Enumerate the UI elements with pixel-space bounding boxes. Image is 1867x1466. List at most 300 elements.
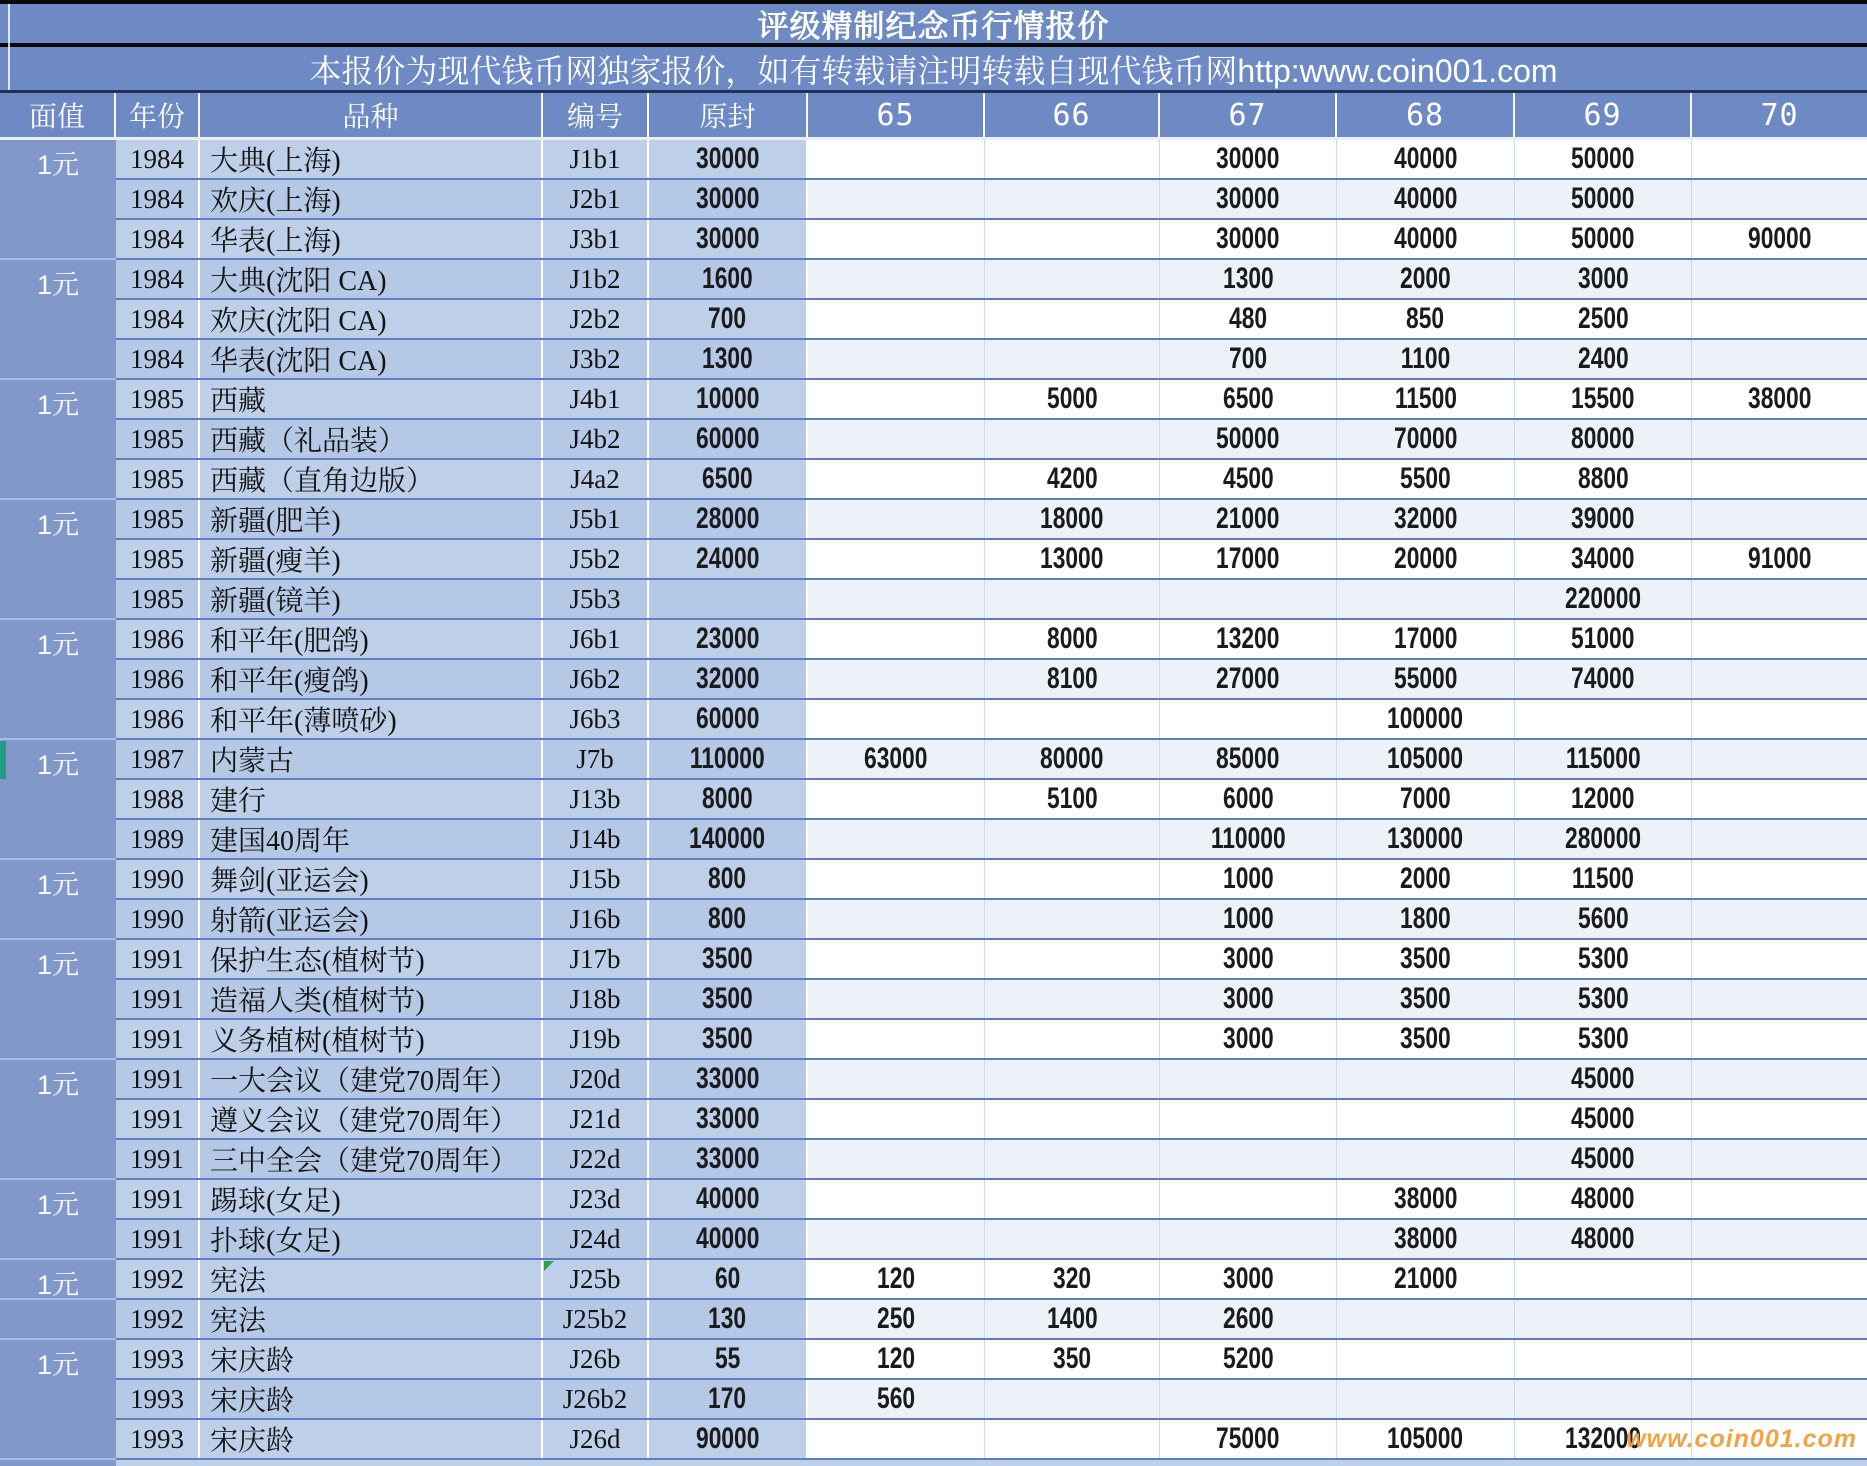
cell-year[interactable] [116, 620, 200, 658]
cell-grade-66[interactable] [985, 460, 1160, 498]
cell-grade-67[interactable] [1160, 300, 1337, 338]
cell-grade-69[interactable] [1515, 620, 1692, 658]
cell-variety[interactable] [200, 420, 543, 458]
cell-year[interactable] [116, 660, 200, 698]
cell-variety[interactable] [200, 1260, 543, 1298]
cell-variety[interactable] [200, 300, 543, 338]
denomination-band[interactable] [0, 860, 116, 940]
cell-year[interactable] [116, 900, 200, 938]
cell-year[interactable] [116, 140, 200, 178]
cell-grade-67[interactable] [1160, 1060, 1337, 1098]
cell-code[interactable] [543, 380, 649, 418]
cell-variety[interactable] [200, 140, 543, 178]
cell-sealed-price[interactable] [649, 1060, 808, 1098]
cell-grade-66[interactable] [985, 1380, 1160, 1418]
cell-grade-67[interactable] [1160, 860, 1337, 898]
cell-grade-70[interactable] [1692, 700, 1867, 738]
cell-grade-69[interactable] [1515, 900, 1692, 938]
cell-code[interactable] [543, 420, 649, 458]
cell-variety[interactable] [200, 900, 543, 938]
cell-year[interactable] [116, 1380, 200, 1418]
cell-grade-66[interactable] [985, 580, 1160, 618]
cell-grade-66[interactable] [985, 1340, 1160, 1378]
cell-year[interactable] [116, 220, 200, 258]
cell-sealed-price[interactable] [649, 1380, 808, 1418]
cell-grade-66[interactable] [985, 1140, 1160, 1178]
cell-sealed-price[interactable] [649, 220, 808, 258]
cell-year[interactable] [116, 1140, 200, 1178]
cell-variety[interactable] [200, 1060, 543, 1098]
cell-grade-67[interactable] [1160, 180, 1337, 218]
cell-variety[interactable] [200, 1140, 543, 1178]
cell-grade-70[interactable] [1692, 660, 1867, 698]
cell-grade-69[interactable] [1515, 820, 1692, 858]
cell-grade-70[interactable] [1692, 1340, 1867, 1378]
cell-grade-68[interactable] [1337, 1380, 1515, 1418]
cell-grade-65[interactable] [808, 900, 985, 938]
denomination-band[interactable] [0, 1180, 116, 1260]
cell-variety[interactable] [200, 1180, 543, 1218]
cell-code[interactable] [543, 300, 649, 338]
denomination-band[interactable] [0, 500, 116, 620]
cell-grade-68[interactable] [1337, 700, 1515, 738]
cell-year[interactable] [116, 1020, 200, 1058]
cell-grade-68[interactable] [1337, 540, 1515, 578]
cell-grade-67[interactable] [1160, 220, 1337, 258]
cell-grade-70[interactable] [1692, 740, 1867, 778]
cell-grade-67[interactable] [1160, 780, 1337, 818]
cell-code[interactable] [543, 1100, 649, 1138]
cell-code[interactable] [543, 340, 649, 378]
cell-code[interactable] [543, 140, 649, 178]
cell-grade-69[interactable] [1515, 220, 1692, 258]
cell-grade-65[interactable] [808, 140, 985, 178]
cell-year[interactable] [116, 460, 200, 498]
cell-variety[interactable] [200, 700, 543, 738]
cell-sealed-price[interactable] [649, 500, 808, 538]
cell-year[interactable] [116, 940, 200, 978]
cell-code[interactable] [543, 220, 649, 258]
cell-sealed-price[interactable] [649, 1220, 808, 1258]
cell-code[interactable] [543, 1220, 649, 1258]
cell-grade-65[interactable] [808, 820, 985, 858]
cell-grade-70[interactable] [1692, 780, 1867, 818]
cell-grade-69[interactable] [1515, 340, 1692, 378]
cell-grade-68[interactable] [1337, 260, 1515, 298]
column-header-g70[interactable] [1692, 93, 1867, 137]
cell-variety[interactable] [200, 620, 543, 658]
cell-sealed-price[interactable] [649, 340, 808, 378]
cell-grade-70[interactable] [1692, 460, 1867, 498]
cell-code[interactable] [543, 860, 649, 898]
cell-grade-68[interactable] [1337, 1220, 1515, 1258]
cell-code[interactable] [543, 900, 649, 938]
cell-grade-67[interactable] [1160, 620, 1337, 658]
cell-variety[interactable] [200, 1420, 543, 1458]
cell-grade-65[interactable] [808, 260, 985, 298]
cell-grade-65[interactable] [808, 1300, 985, 1338]
cell-grade-67[interactable] [1160, 1300, 1337, 1338]
cell-sealed-price[interactable] [649, 580, 808, 618]
cell-sealed-price[interactable] [649, 420, 808, 458]
cell-grade-65[interactable] [808, 1060, 985, 1098]
cell-grade-68[interactable] [1337, 1260, 1515, 1298]
cell-variety[interactable] [200, 1220, 543, 1258]
cell-grade-66[interactable] [985, 420, 1160, 458]
cell-grade-66[interactable] [985, 340, 1160, 378]
column-header-g68[interactable] [1337, 93, 1515, 137]
cell-code[interactable] [543, 620, 649, 658]
denomination-band[interactable] [0, 1260, 116, 1300]
cell-grade-70[interactable] [1692, 940, 1867, 978]
cell-grade-70[interactable] [1692, 1060, 1867, 1098]
cell-grade-68[interactable] [1337, 660, 1515, 698]
cell-grade-67[interactable] [1160, 1340, 1337, 1378]
cell-grade-66[interactable] [985, 540, 1160, 578]
cell-grade-66[interactable] [985, 1420, 1160, 1458]
cell-grade-68[interactable] [1337, 420, 1515, 458]
cell-sealed-price[interactable] [649, 1300, 808, 1338]
cell-grade-66[interactable] [985, 140, 1160, 178]
cell-grade-69[interactable] [1515, 940, 1692, 978]
cell-year[interactable] [116, 1220, 200, 1258]
cell-grade-65[interactable] [808, 420, 985, 458]
cell-grade-66[interactable] [985, 860, 1160, 898]
cell-grade-69[interactable] [1515, 660, 1692, 698]
cell-variety[interactable] [200, 180, 543, 218]
cell-grade-67[interactable] [1160, 740, 1337, 778]
cell-variety[interactable] [200, 580, 543, 618]
cell-year[interactable] [116, 500, 200, 538]
cell-sealed-price[interactable] [649, 1140, 808, 1178]
cell-code[interactable] [543, 1180, 649, 1218]
cell-year[interactable] [116, 1100, 200, 1138]
cell-grade-68[interactable] [1337, 1340, 1515, 1378]
cell-sealed-price[interactable] [649, 1340, 808, 1378]
cell-year[interactable] [116, 1420, 200, 1458]
cell-year[interactable] [116, 580, 200, 618]
cell-grade-65[interactable] [808, 940, 985, 978]
cell-grade-67[interactable] [1160, 820, 1337, 858]
cell-grade-67[interactable] [1160, 1420, 1337, 1458]
column-header-variety[interactable] [200, 93, 543, 137]
cell-grade-68[interactable] [1337, 1060, 1515, 1098]
cell-year[interactable] [116, 980, 200, 1018]
cell-grade-70[interactable] [1692, 1020, 1867, 1058]
cell-grade-65[interactable] [808, 540, 985, 578]
cell-grade-69[interactable] [1515, 1180, 1692, 1218]
cell-grade-65[interactable] [808, 700, 985, 738]
cell-sealed-price[interactable] [649, 1260, 808, 1298]
cell-variety[interactable] [200, 860, 543, 898]
cell-grade-66[interactable] [985, 660, 1160, 698]
cell-grade-67[interactable] [1160, 460, 1337, 498]
cell-grade-68[interactable] [1337, 1100, 1515, 1138]
cell-grade-67[interactable] [1160, 500, 1337, 538]
cell-sealed-price[interactable] [649, 820, 808, 858]
cell-grade-69[interactable] [1515, 860, 1692, 898]
cell-grade-65[interactable] [808, 1220, 985, 1258]
cell-grade-68[interactable] [1337, 500, 1515, 538]
column-header-code[interactable] [543, 93, 649, 137]
cell-variety[interactable] [200, 460, 543, 498]
cell-code[interactable] [543, 1140, 649, 1178]
cell-grade-66[interactable] [985, 1060, 1160, 1098]
cell-grade-68[interactable] [1337, 340, 1515, 378]
cell-grade-66[interactable] [985, 700, 1160, 738]
denomination-band[interactable] [0, 740, 116, 860]
cell-sealed-price[interactable] [649, 1020, 808, 1058]
cell-grade-66[interactable] [985, 500, 1160, 538]
cell-grade-68[interactable] [1337, 1180, 1515, 1218]
cell-grade-68[interactable] [1337, 900, 1515, 938]
cell-grade-65[interactable] [808, 1260, 985, 1298]
cell-code[interactable] [543, 700, 649, 738]
cell-year[interactable] [116, 700, 200, 738]
cell-grade-67[interactable] [1160, 980, 1337, 1018]
cell-grade-69[interactable] [1515, 1060, 1692, 1098]
cell-sealed-price[interactable] [649, 1180, 808, 1218]
cell-variety[interactable] [200, 660, 543, 698]
cell-grade-69[interactable] [1515, 980, 1692, 1018]
cell-grade-66[interactable] [985, 300, 1160, 338]
cell-grade-67[interactable] [1160, 1260, 1337, 1298]
cell-variety[interactable] [200, 940, 543, 978]
cell-variety[interactable] [200, 1380, 543, 1418]
cell-variety[interactable] [200, 820, 543, 858]
cell-grade-65[interactable] [808, 300, 985, 338]
column-header-denomination[interactable] [0, 93, 116, 137]
cell-sealed-price[interactable] [649, 980, 808, 1018]
cell-sealed-price[interactable] [649, 260, 808, 298]
cell-grade-65[interactable] [808, 460, 985, 498]
cell-year[interactable] [116, 1180, 200, 1218]
cell-grade-65[interactable] [808, 1380, 985, 1418]
cell-variety[interactable] [200, 260, 543, 298]
cell-code[interactable] [543, 660, 649, 698]
cell-year[interactable] [116, 780, 200, 818]
cell-grade-65[interactable] [808, 1140, 985, 1178]
cell-grade-70[interactable] [1692, 1140, 1867, 1178]
cell-sealed-price[interactable] [649, 660, 808, 698]
cell-grade-69[interactable] [1515, 1380, 1692, 1418]
cell-grade-70[interactable] [1692, 300, 1867, 338]
cell-grade-69[interactable] [1515, 420, 1692, 458]
cell-grade-66[interactable] [985, 1180, 1160, 1218]
cell-grade-69[interactable] [1515, 460, 1692, 498]
cell-grade-69[interactable] [1515, 1340, 1692, 1378]
cell-sealed-price[interactable] [649, 1420, 808, 1458]
cell-grade-68[interactable] [1337, 1420, 1515, 1458]
cell-sealed-price[interactable] [649, 860, 808, 898]
cell-grade-67[interactable] [1160, 580, 1337, 618]
cell-grade-67[interactable] [1160, 1380, 1337, 1418]
cell-grade-68[interactable] [1337, 980, 1515, 1018]
cell-grade-70[interactable] [1692, 860, 1867, 898]
cell-year[interactable] [116, 420, 200, 458]
cell-grade-67[interactable] [1160, 540, 1337, 578]
cell-grade-65[interactable] [808, 180, 985, 218]
cell-year[interactable] [116, 260, 200, 298]
cell-grade-69[interactable] [1515, 1300, 1692, 1338]
cell-grade-68[interactable] [1337, 300, 1515, 338]
cell-year[interactable] [116, 180, 200, 218]
denomination-band[interactable] [0, 140, 116, 260]
cell-grade-68[interactable] [1337, 220, 1515, 258]
cell-sealed-price[interactable] [649, 620, 808, 658]
cell-grade-70[interactable] [1692, 540, 1867, 578]
cell-grade-68[interactable] [1337, 180, 1515, 218]
cell-code[interactable] [543, 980, 649, 1018]
cell-grade-66[interactable] [985, 380, 1160, 418]
cell-sealed-price[interactable] [649, 780, 808, 818]
cell-grade-67[interactable] [1160, 1220, 1337, 1258]
cell-code[interactable] [543, 820, 649, 858]
cell-grade-66[interactable] [985, 940, 1160, 978]
cell-grade-66[interactable] [985, 180, 1160, 218]
cell-grade-69[interactable] [1515, 380, 1692, 418]
cell-grade-68[interactable] [1337, 860, 1515, 898]
cell-variety[interactable] [200, 1100, 543, 1138]
cell-grade-66[interactable] [985, 1300, 1160, 1338]
cell-grade-70[interactable] [1692, 620, 1867, 658]
cell-variety[interactable] [200, 780, 543, 818]
cell-grade-70[interactable] [1692, 420, 1867, 458]
cell-grade-68[interactable] [1337, 820, 1515, 858]
cell-grade-65[interactable] [808, 1100, 985, 1138]
cell-grade-68[interactable] [1337, 460, 1515, 498]
cell-grade-66[interactable] [985, 1260, 1160, 1298]
cell-grade-66[interactable] [985, 780, 1160, 818]
cell-grade-67[interactable] [1160, 1020, 1337, 1058]
cell-grade-66[interactable] [985, 980, 1160, 1018]
cell-grade-65[interactable] [808, 980, 985, 1018]
cell-grade-70[interactable] [1692, 1220, 1867, 1258]
cell-grade-65[interactable] [808, 620, 985, 658]
column-header-g66[interactable] [985, 93, 1160, 137]
cell-year[interactable] [116, 1340, 200, 1378]
cell-year[interactable] [116, 1300, 200, 1338]
cell-variety[interactable] [200, 1300, 543, 1338]
cell-grade-69[interactable] [1515, 180, 1692, 218]
denomination-band[interactable] [0, 1300, 116, 1340]
cell-grade-70[interactable] [1692, 1100, 1867, 1138]
cell-code[interactable] [543, 1380, 649, 1418]
cell-sealed-price[interactable] [649, 460, 808, 498]
cell-variety[interactable] [200, 540, 543, 578]
cell-grade-67[interactable] [1160, 660, 1337, 698]
cell-year[interactable] [116, 300, 200, 338]
cell-grade-65[interactable] [808, 500, 985, 538]
cell-grade-66[interactable] [985, 740, 1160, 778]
cell-grade-70[interactable] [1692, 180, 1867, 218]
cell-sealed-price[interactable] [649, 300, 808, 338]
cell-grade-65[interactable] [808, 1420, 985, 1458]
cell-grade-68[interactable] [1337, 1300, 1515, 1338]
cell-grade-67[interactable] [1160, 1180, 1337, 1218]
cell-grade-67[interactable] [1160, 260, 1337, 298]
cell-code[interactable] [543, 1300, 649, 1338]
cell-year[interactable] [116, 1060, 200, 1098]
cell-grade-67[interactable] [1160, 380, 1337, 418]
cell-code[interactable] [543, 580, 649, 618]
cell-grade-68[interactable] [1337, 780, 1515, 818]
cell-grade-68[interactable] [1337, 140, 1515, 178]
cell-grade-69[interactable] [1515, 300, 1692, 338]
cell-variety[interactable] [200, 1340, 543, 1378]
cell-grade-65[interactable] [808, 660, 985, 698]
cell-grade-65[interactable] [808, 780, 985, 818]
cell-code[interactable] [543, 1020, 649, 1058]
cell-code[interactable] [543, 540, 649, 578]
cell-grade-67[interactable] [1160, 420, 1337, 458]
cell-grade-65[interactable] [808, 740, 985, 778]
cell-grade-70[interactable] [1692, 260, 1867, 298]
cell-year[interactable] [116, 740, 200, 778]
cell-grade-69[interactable] [1515, 540, 1692, 578]
cell-grade-66[interactable] [985, 1220, 1160, 1258]
cell-grade-70[interactable] [1692, 140, 1867, 178]
column-header-sealed[interactable] [649, 93, 808, 137]
cell-grade-69[interactable] [1515, 1260, 1692, 1298]
cell-grade-68[interactable] [1337, 940, 1515, 978]
cell-code[interactable] [543, 180, 649, 218]
cell-variety[interactable] [200, 220, 543, 258]
cell-grade-69[interactable] [1515, 780, 1692, 818]
cell-grade-65[interactable] [808, 340, 985, 378]
cell-grade-65[interactable] [808, 1020, 985, 1058]
cell-grade-70[interactable] [1692, 1380, 1867, 1418]
denomination-band[interactable] [0, 260, 116, 380]
cell-grade-65[interactable] [808, 220, 985, 258]
cell-grade-67[interactable] [1160, 140, 1337, 178]
cell-grade-65[interactable] [808, 580, 985, 618]
cell-year[interactable] [116, 380, 200, 418]
denomination-band[interactable] [0, 1340, 116, 1460]
cell-code[interactable] [543, 260, 649, 298]
cell-grade-65[interactable] [808, 1340, 985, 1378]
cell-code[interactable] [543, 1060, 649, 1098]
column-header-g67[interactable] [1160, 93, 1337, 137]
cell-sealed-price[interactable] [649, 380, 808, 418]
cell-grade-67[interactable] [1160, 1140, 1337, 1178]
cell-code[interactable] [543, 1420, 649, 1458]
cell-code[interactable] [543, 780, 649, 818]
cell-grade-68[interactable] [1337, 620, 1515, 658]
cell-grade-70[interactable] [1692, 820, 1867, 858]
cell-year[interactable] [116, 1260, 200, 1298]
cell-sealed-price[interactable] [649, 1100, 808, 1138]
cell-grade-70[interactable] [1692, 900, 1867, 938]
denomination-band[interactable] [0, 380, 116, 500]
cell-grade-69[interactable] [1515, 1100, 1692, 1138]
column-header-year[interactable] [116, 93, 200, 137]
cell-code[interactable] [543, 500, 649, 538]
denomination-band[interactable] [0, 620, 116, 740]
cell-grade-67[interactable] [1160, 900, 1337, 938]
cell-grade-69[interactable] [1515, 260, 1692, 298]
cell-variety[interactable] [200, 340, 543, 378]
cell-grade-65[interactable] [808, 860, 985, 898]
cell-code[interactable] [543, 940, 649, 978]
cell-grade-68[interactable] [1337, 1140, 1515, 1178]
cell-grade-65[interactable] [808, 380, 985, 418]
cell-grade-69[interactable] [1515, 1220, 1692, 1258]
cell-grade-69[interactable] [1515, 740, 1692, 778]
cell-year[interactable] [116, 820, 200, 858]
cell-sealed-price[interactable] [649, 140, 808, 178]
cell-code[interactable] [543, 740, 649, 778]
